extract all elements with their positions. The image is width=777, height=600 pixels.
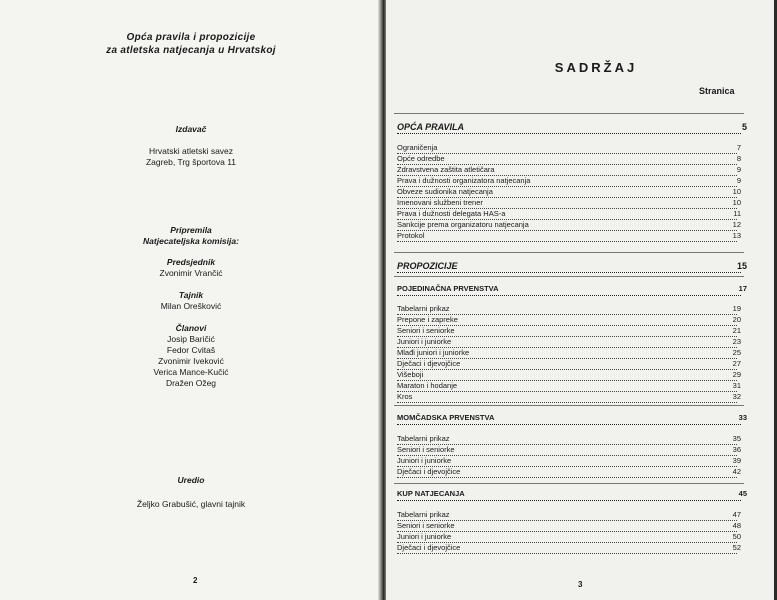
toc-item-label: Ograničenja (397, 143, 438, 152)
section-heading: PROPOZICIJE (397, 261, 458, 271)
toc-item (397, 231, 741, 242)
section-divider (394, 405, 744, 406)
toc-item-page: 23 (732, 337, 741, 346)
toc-item (397, 434, 741, 445)
section-page: 45 (738, 489, 747, 498)
publisher-label: Izdavač (175, 124, 207, 134)
section-heading: OPĆA PRAVILA (397, 122, 465, 132)
section-heading: POJEDINAČNA PRVENSTVA (397, 284, 499, 293)
toc-item-page: 7 (736, 143, 741, 152)
page-column-label: Stranica (699, 86, 735, 96)
section-divider (394, 276, 744, 277)
toc-item-page: 9 (736, 165, 741, 174)
toc-item-page: 50 (732, 532, 741, 541)
toc-item-label: Kros (397, 392, 413, 401)
section-divider (394, 483, 744, 484)
toc-item-label: Dječaci i djevojčice (397, 467, 461, 476)
toc-item-label: Juniori i juniorke (397, 456, 452, 465)
toc-item (397, 359, 741, 370)
toc-item-label: Zdravstvena zaštita atletičara (397, 165, 495, 174)
toc-item (397, 521, 741, 532)
editor-name: Željko Grabušić, glavni tajnik (136, 499, 246, 509)
toc-item (397, 315, 741, 326)
publisher-address: Zagreb, Trg športova 11 (145, 157, 237, 167)
toc-item (397, 154, 741, 165)
toc-item-label: Višeboji (397, 370, 424, 379)
toc-item-label: Protokol (397, 231, 425, 240)
toc-item (397, 176, 741, 187)
toc-item (397, 198, 741, 209)
section-page: 17 (738, 284, 747, 293)
section-divider (394, 252, 744, 253)
editor-label: Uredio (177, 475, 205, 485)
section-divider (394, 113, 744, 114)
toc-item-label: Prepone i zapreke (397, 315, 458, 324)
toc-item-page: 48 (732, 521, 741, 530)
toc-item-label: Tabelarni prikaz (397, 510, 450, 519)
toc-item-label: Seniori i seniorke (397, 445, 455, 454)
toc-item (397, 304, 741, 315)
toc-item-page: 27 (732, 359, 741, 368)
section-heading: KUP NATJECANJA (397, 489, 465, 498)
toc-item (397, 456, 741, 467)
toc-item (397, 392, 741, 403)
toc-item-label: Seniori i seniorke (397, 326, 455, 335)
toc-item-label: Juniori i juniorke (397, 337, 452, 346)
toc-item-page: 25 (732, 348, 741, 357)
toc-item-label: Maraton i hodanje (397, 381, 458, 390)
members-label: Članovi (175, 323, 207, 333)
toc-section-opca-pravila (397, 121, 747, 134)
toc-item (397, 220, 741, 231)
left-page (0, 0, 382, 600)
toc-item-label: Juniori i juniorke (397, 532, 452, 541)
toc-item (397, 510, 741, 521)
toc-item-page: 29 (732, 370, 741, 379)
toc-item-page: 10 (732, 187, 741, 196)
toc-section-propozicije (397, 260, 747, 273)
toc-item-label: Dječaci i djevojčice (397, 543, 461, 552)
member-1: Josip Baričić (167, 334, 215, 344)
toc-section-pojedinacna (397, 283, 747, 296)
toc-section-momcadska (397, 412, 747, 425)
toc-item-page: 21 (732, 326, 741, 335)
toc-item-page: 39 (732, 456, 741, 465)
toc-item (397, 370, 741, 381)
section-page: 33 (738, 413, 747, 422)
toc-item (397, 348, 741, 359)
toc-item (397, 543, 741, 554)
toc-title: SADRŽAJ (554, 60, 638, 75)
toc-item (397, 337, 741, 348)
toc-item-page: 12 (732, 220, 741, 229)
toc-item (397, 532, 741, 543)
president-name: Zvonimir Vrančić (159, 268, 223, 278)
toc-item (397, 467, 741, 478)
toc-item-label: Dječaci i djevojčice (397, 359, 461, 368)
toc-item-page: 31 (732, 381, 741, 390)
toc-item-label: Mlađi juniori i juniorke (397, 348, 470, 357)
toc-item-page: 9 (736, 176, 741, 185)
toc-item-page: 47 (732, 510, 741, 519)
title-line-2: za atletska natjecanja u Hrvatskoj (106, 45, 276, 56)
toc-item (397, 445, 741, 456)
section-page: 15 (736, 261, 747, 271)
secretary-label: Tajnik (178, 290, 204, 300)
secretary-name: Milan Orešković (160, 301, 222, 311)
toc-item-label: Tabelarni prikaz (397, 304, 450, 313)
toc-item (397, 143, 741, 154)
toc-item (397, 165, 741, 176)
member-5: Dražen Ožeg (165, 378, 217, 388)
toc-item-page: 8 (736, 154, 741, 163)
toc-item (397, 187, 741, 198)
toc-item-page: 52 (732, 543, 741, 552)
toc-item-page: 20 (732, 315, 741, 324)
toc-item-page: 19 (732, 304, 741, 313)
toc-item (397, 209, 741, 220)
president-label: Predsjednik (166, 257, 216, 267)
toc-item-label: Opće odredbe (397, 154, 445, 163)
toc-item-page: 13 (732, 231, 741, 240)
toc-item-page: 10 (732, 198, 741, 207)
toc-item-page: 35 (732, 434, 741, 443)
toc-item-page: 11 (733, 209, 741, 218)
publisher-name: Hrvatski atletski savez (148, 146, 234, 156)
toc-item-label: Seniori i seniorke (397, 521, 455, 530)
title-line-1: Opća pravila i propozicije (126, 32, 256, 43)
toc-item-label: Sankcije prema organizatoru natjecanja (397, 220, 529, 229)
toc-item-page: 32 (732, 392, 741, 401)
section-heading: MOMČADSKA PRVENSTVA (397, 413, 495, 422)
toc-item-label: Imenovani službeni trener (397, 198, 483, 207)
member-2: Fedor Cvitaš (166, 345, 216, 355)
section-page: 5 (741, 122, 747, 132)
member-3: Zvonimir Iveković (158, 356, 224, 366)
toc-item-label: Tabelarni prikaz (397, 434, 450, 443)
prepared-label: Pripremila (170, 225, 212, 235)
toc-item-label: Prava i dužnosti delegata HAS-a (397, 209, 506, 218)
toc-section-kup (397, 488, 747, 501)
toc-item (397, 326, 741, 337)
toc-item (397, 381, 741, 392)
toc-item-page: 42 (732, 467, 741, 476)
toc-item-page: 36 (732, 445, 741, 454)
right-page (386, 0, 774, 600)
member-4: Verica Mance-Kučić (153, 367, 229, 377)
right-page-number: 3 (578, 580, 583, 589)
left-page-number: 2 (193, 576, 198, 585)
toc-item-label: Obveze sudionika natjecanja (397, 187, 493, 196)
committee-name: Natjecateljska komisija: (143, 236, 239, 246)
toc-item-label: Prava i dužnosti organizatora natjecanja (397, 176, 531, 185)
